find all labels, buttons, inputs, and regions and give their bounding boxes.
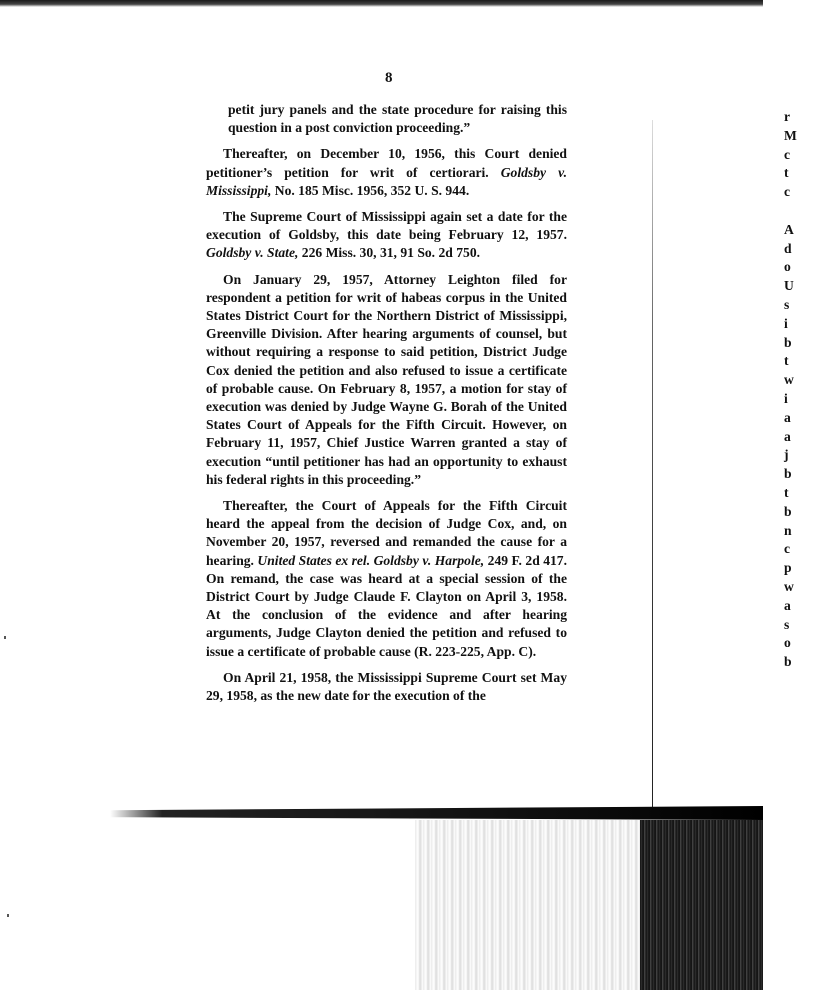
facing-page-letter: a: [784, 597, 791, 613]
text-run: The Supreme Court of Mississippi again set a date for the execution of Goldsby, this date being February 12, 1957.: [206, 209, 567, 243]
facing-page-letter: o: [784, 635, 791, 651]
scan-top-edge: [0, 0, 763, 7]
facing-page-letter: n: [784, 522, 792, 538]
body-text: [206, 101, 567, 713]
scan-bottom-shadow: [110, 806, 763, 820]
facing-page-letter: c: [784, 184, 791, 200]
paragraph: [206, 669, 567, 705]
paragraph: [206, 271, 567, 489]
scan-dark-edge: [640, 820, 763, 990]
facing-page-letter: a: [784, 409, 791, 425]
case-citation: United States ex rel. Goldsby v. Harpole,: [257, 552, 485, 568]
facing-page-letter: b: [784, 466, 792, 482]
case-citation: Goldsby v. State,: [206, 245, 299, 261]
text-run: 226 Miss. 30, 31, 91 So. 2d 750.: [298, 245, 481, 261]
facing-page-letter: t: [784, 165, 789, 181]
text-run: On April 21, 1958, the Mississippi Supreme Court set May 29, 1958, as the new date for the execution of the: [206, 669, 567, 704]
facing-page-letter: s: [784, 296, 790, 312]
facing-page-letter: w: [784, 578, 794, 594]
facing-page-letter: o: [784, 259, 791, 275]
paragraph: [206, 497, 567, 661]
facing-page-letter: b: [784, 503, 792, 519]
facing-page-letter: c: [784, 146, 791, 162]
paragraph: [206, 101, 567, 137]
facing-page-letter: r: [784, 109, 791, 124]
text-run: No. 185 Misc. 1956, 352 U. S. 944.: [271, 182, 470, 198]
facing-page-letter: j: [784, 447, 789, 463]
facing-page-letter: U: [784, 278, 794, 294]
text-run: petit jury panels and the state procedure for raising this question in a post conviction proceeding.”: [228, 102, 567, 136]
facing-page-letter: b: [784, 334, 792, 350]
facing-page-edge-text: [784, 108, 814, 672]
scan-speckle: [415, 820, 640, 990]
text-run: 249 F. 2d 417. On remand, the case was heard at a special session of the District Court by Judge Claude F. Clayton on April 3, 1958. At the conclusion of the evidence and after hearing arguments, Judge Clayton denied the petition and refused to issue a certificate of probable cause (R. 223-225, App. C).: [206, 552, 567, 659]
page-number: 8: [385, 70, 393, 86]
facing-page-letter: c: [784, 541, 791, 557]
text-run: On January 29, 1957, Attorney Leighton filed for respondent a petition for writ of habeas corpus in the United States District Court for the Northern District of Mississippi, Greenville Division. After hearing arguments of counsel, but without requiring a response to said petition, District Judge Cox denied the petition and also refused to issue a certificate of probable cause. On February 8, 1957, a motion for stay of execution was denied by Judge Wayne G. Borah of the United States Court of Appeals for the Fifth Circuit. However, on February 11, 1957, Chief Justice Warren granted a stay of execution “until petitioner has had an opportunity to exhaust his federal rights in this proceeding.”: [206, 271, 567, 487]
facing-page-letter: d: [784, 240, 792, 256]
facing-page-letter: i: [784, 390, 788, 406]
scan-mark: [7, 914, 9, 917]
facing-page-letter: A: [784, 221, 794, 237]
facing-page-letter: w: [784, 372, 794, 388]
text-run: Thereafter, on December 10, 1956, this Court denied petitioner’s petition for writ of certiorari.: [206, 146, 567, 180]
paragraph: [206, 145, 567, 200]
scan-mark: [4, 636, 6, 639]
facing-page-letter: b: [784, 654, 792, 670]
text-run: Thereafter, the Court of Appeals for the Fifth Circuit heard the appeal from the decision of Judge Cox, and, on November 20, 1957, reversed and remanded the cause for a hearing.: [206, 498, 567, 568]
page-gutter: [652, 120, 653, 810]
facing-page-letter: i: [784, 315, 788, 331]
facing-page-letter: p: [784, 560, 792, 576]
facing-page-letter: t: [784, 353, 789, 369]
facing-page-letter: a: [784, 428, 791, 444]
facing-page-letter: [784, 202, 814, 221]
paragraph: [206, 208, 567, 263]
facing-page-letter: M: [784, 127, 797, 143]
facing-page-letter: t: [784, 484, 789, 500]
case-citation: Goldsby v. Mississippi,: [206, 164, 567, 198]
facing-page-letter: s: [784, 616, 790, 632]
